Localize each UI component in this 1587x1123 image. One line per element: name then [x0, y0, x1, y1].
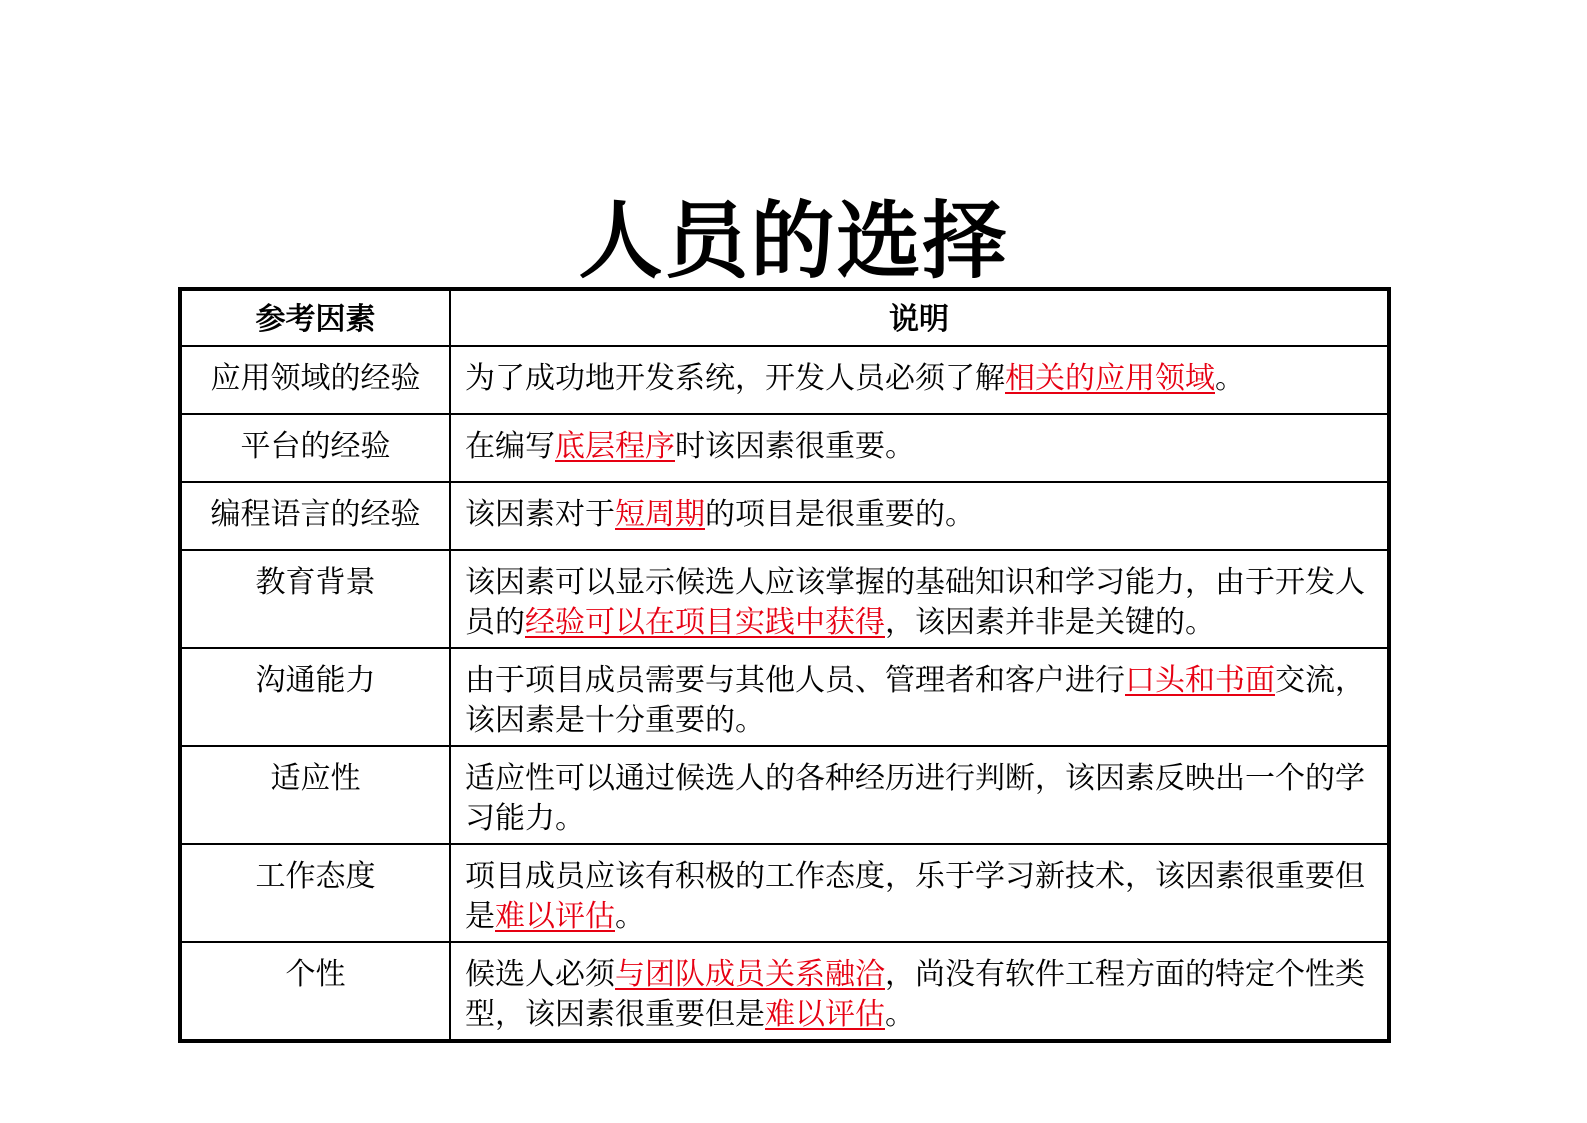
factor-cell: 适应性 [180, 746, 450, 844]
table-row [180, 942, 1389, 1041]
description-text: 交流，该因素是十分重要的。 [465, 663, 1365, 738]
description-cell [450, 942, 1389, 1041]
highlighted-term: 难以评估 [765, 997, 885, 1032]
description-cell [450, 346, 1389, 414]
table-row [180, 746, 1389, 844]
description-text: 适应性可以通过候选人的各种经历进行判断，该因素反映出一个的学习能力。 [465, 761, 1365, 836]
table-row [180, 346, 1389, 414]
table-header-row [180, 289, 1389, 346]
description-text: 项目成员应该有积极的工作态度，乐于学习新技术，该因素很重要但是 [465, 859, 1365, 934]
factor-cell: 沟通能力 [180, 648, 450, 746]
description-cell [450, 844, 1389, 942]
description-text: 。 [1215, 361, 1245, 396]
description-text: 该因素可以显示候选人应该掌握的基础知识和学习能力，由于开发人员的 [465, 565, 1365, 640]
description-text: 为了成功地开发系统，开发人员必须了解 [465, 361, 1005, 396]
table-row [180, 648, 1389, 746]
description-text: 该因素对于 [465, 497, 615, 532]
table-row [180, 550, 1389, 648]
table-row [180, 414, 1389, 482]
highlighted-term: 难以评估 [495, 899, 615, 934]
description-text: 。 [615, 899, 645, 934]
page-title: 人员的选择 [578, 191, 1009, 291]
highlighted-term: 与团队成员关系融洽 [615, 957, 885, 992]
description-cell [450, 746, 1389, 844]
description-text: 在编写 [465, 429, 555, 464]
highlighted-term: 经验可以在项目实践中获得 [525, 605, 885, 640]
selection-factors-table [178, 287, 1391, 1043]
description-cell [450, 482, 1389, 550]
description-cell [450, 414, 1389, 482]
factor-cell: 教育背景 [180, 550, 450, 648]
factor-cell: 个性 [180, 942, 450, 1041]
description-text: ，该因素并非是关键的。 [885, 605, 1215, 640]
factor-cell: 工作态度 [180, 844, 450, 942]
description-text: 的项目是很重要的。 [705, 497, 975, 532]
description-cell [450, 550, 1389, 648]
description-text: 候选人必须 [465, 957, 615, 992]
description-cell [450, 648, 1389, 746]
header-factor: 参考因素 [180, 289, 450, 346]
table-row [180, 844, 1389, 942]
table-row [180, 482, 1389, 550]
highlighted-term: 短周期 [615, 497, 705, 532]
factor-cell: 编程语言的经验 [180, 482, 450, 550]
header-description: 说明 [450, 289, 1389, 346]
highlighted-term: 底层程序 [555, 429, 675, 464]
factor-cell: 应用领域的经验 [180, 346, 450, 414]
description-text: 由于项目成员需要与其他人员、管理者和客户进行 [465, 663, 1125, 698]
highlighted-term: 口头和书面 [1125, 663, 1275, 698]
description-text: ，尚没有软件工程方面的特定个性类型，该因素很重要但是 [465, 957, 1365, 1032]
factor-cell: 平台的经验 [180, 414, 450, 482]
highlighted-term: 相关的应用领域 [1005, 361, 1215, 396]
description-text: 时该因素很重要。 [675, 429, 915, 464]
description-text: 。 [885, 997, 915, 1032]
